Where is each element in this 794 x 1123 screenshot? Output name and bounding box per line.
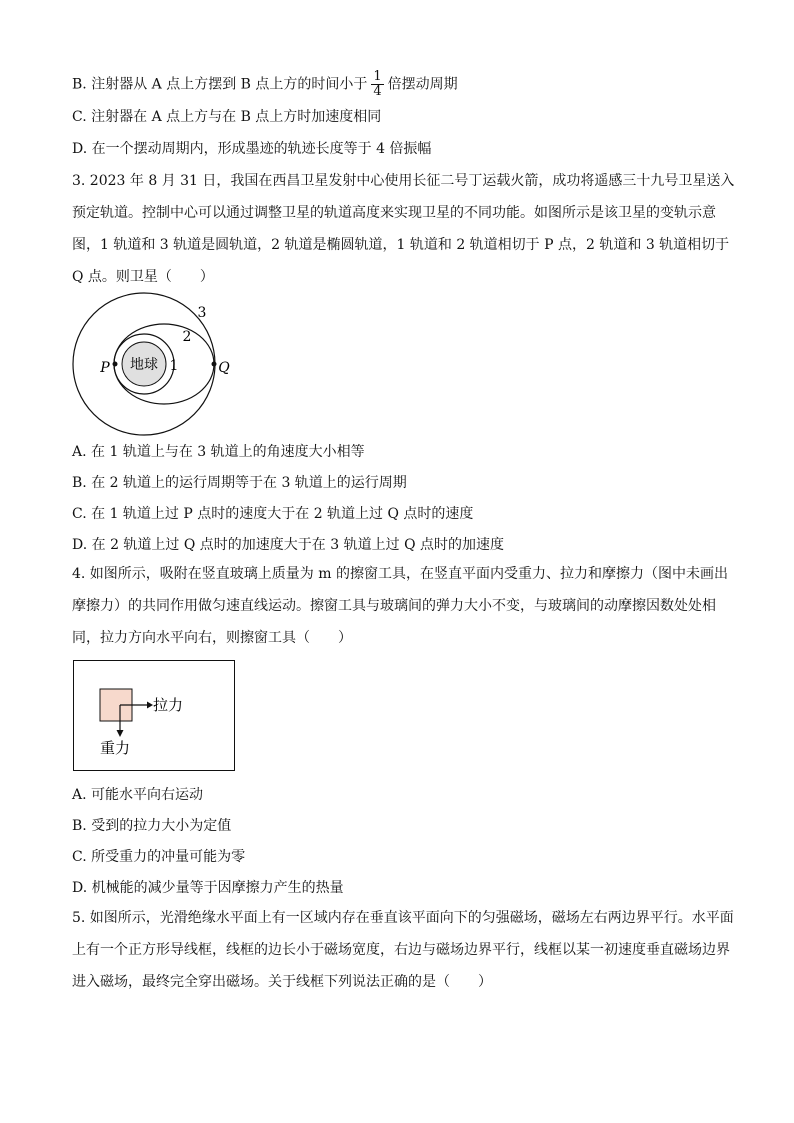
q5-stem: 5. 如图所示，光滑绝缘水平面上有一区域内存在垂直该平面向下的匀强磁场，磁场左右两边界平行。水平面上有一个正方形导线框，线框的边长小于磁场宽度，右边与磁场边界平行，线框以某一初速度垂直磁场边界进入磁场，最终完全穿出磁场。关于线框下列说法正确的是（ ） [72, 910, 734, 990]
q3-option-c: C. 在 1 轨道上过 P 点时的速度大于在 2 轨道上过 Q 点时的速度 [72, 506, 474, 522]
fraction-one-quarter [371, 70, 383, 99]
q2-option-d: D. 在一个摆动周期内，形成墨迹的轨迹长度等于 4 倍振幅 [72, 141, 432, 157]
fraction-numerator: 1 [373, 69, 382, 84]
q2-option-c: C. 注射器在 A 点上方与在 B 点上方时加速度相同 [72, 109, 382, 125]
q2-option-b [72, 70, 458, 99]
q3-option-a: A. 在 1 轨道上与在 3 轨道上的角速度大小相等 [72, 444, 365, 460]
q3-stem: 3. 2023 年 8 月 31 日，我国在西昌卫星发射中心使用长征二号丁运载火箭，成功将遥感三十九号卫星送入预定轨道。控制中心可以通过调整卫星的轨道高度来实现卫星的不同功能。如图所示是该卫星的变轨示意图，1 轨道和 3 轨道是圆轨道，2 轨道是椭圆轨道，1 轨道和 2 轨道相切于 P 点，2 轨道和 3 轨道相切于 Q 点。则卫星（ ） [72, 173, 735, 285]
gravity-arrow-head [117, 730, 124, 737]
q2-option-b-suffix: 倍摆动周期 [387, 76, 458, 93]
point-p-dot [113, 362, 118, 367]
orbit-3-label: 3 [197, 305, 207, 321]
orbit-2-label: 2 [182, 329, 192, 345]
q4-stem: 4. 如图所示，吸附在竖直玻璃上质量为 m 的擦窗工具，在竖直平面内受重力、拉力和摩擦力（图中未画出摩擦力）的共同作用做匀速直线运动。擦窗工具与玻璃间的弹力大小不变，与玻璃间的动摩擦因数处处相同，拉力方向水平向右，则擦窗工具（ ） [72, 566, 728, 646]
point-q-dot [212, 362, 217, 367]
pull-label: 拉力 [153, 696, 184, 714]
window-cleaner-diagram [73, 660, 237, 772]
glass-frame [74, 661, 235, 771]
earth-label: 地球 [130, 357, 158, 373]
point-p-label: P [100, 360, 110, 376]
gravity-label: 重力 [100, 739, 131, 757]
q4-option-b: B. 受到的拉力大小为定值 [72, 818, 232, 834]
q3-option-d: D. 在 2 轨道上过 Q 点时的加速度大于在 3 轨道上过 Q 点时的加速度 [72, 537, 504, 553]
q4-option-d: D. 机械能的减少量等于因摩擦力产生的热量 [72, 880, 344, 896]
orbit-1-label: 1 [169, 358, 179, 374]
q4-option-a: A. 可能水平向右运动 [72, 787, 204, 803]
fraction-denominator: 4 [373, 84, 382, 99]
orbit-diagram [72, 292, 242, 442]
q2-option-b-text: B. 注射器从 A 点上方摆到 B 点上方的时间小于 [72, 76, 368, 93]
q4-option-c: C. 所受重力的冲量可能为零 [72, 849, 246, 865]
point-q-label: Q [218, 360, 230, 376]
q3-option-b: B. 在 2 轨道上的运行周期等于在 3 轨道上的运行周期 [72, 475, 407, 491]
